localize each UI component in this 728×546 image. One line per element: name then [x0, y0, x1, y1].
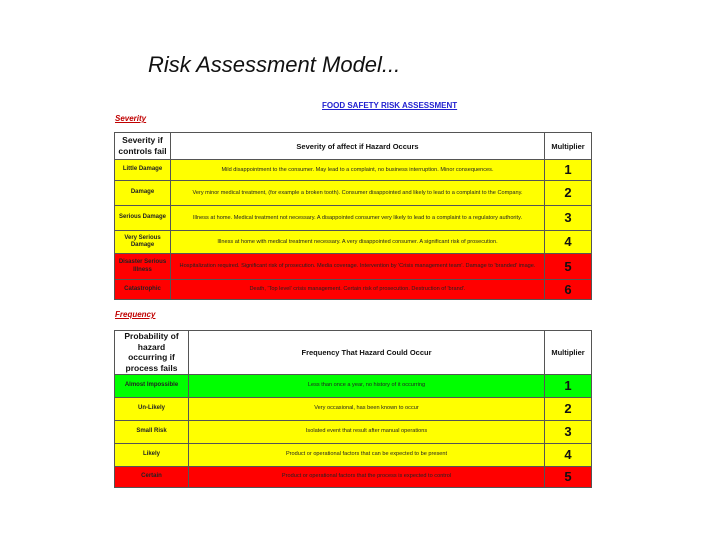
table-row [115, 254, 592, 280]
severity-table [114, 132, 592, 300]
frequency-category: Un-Likely [115, 397, 189, 420]
severity-multiplier: 5 [545, 254, 592, 280]
frequency-multiplier: 3 [545, 420, 592, 443]
severity-category: Very Serious Damage [115, 231, 171, 254]
frequency-header-row [115, 331, 592, 375]
severity-category: Little Damage [115, 160, 171, 181]
frequency-multiplier-header: Multiplier [545, 331, 592, 375]
severity-description: Illness at home with medical treatment necessary. A very disappointed consumer. A significant risk of prosecution. [171, 231, 545, 254]
table-row [115, 181, 592, 206]
frequency-multiplier: 4 [545, 443, 592, 466]
frequency-category: Small Risk [115, 420, 189, 443]
frequency-description: Product or operational factors that can be expected to be present [189, 443, 545, 466]
severity-category: Serious Damage [115, 206, 171, 231]
table-row [115, 397, 592, 420]
frequency-section-label: Frequency [115, 310, 156, 319]
frequency-multiplier: 1 [545, 374, 592, 397]
severity-description: Death, 'Top level' crisis management. Certain risk of prosecution. Destruction of 'brand'. [171, 280, 545, 300]
frequency-category: Certain [115, 466, 189, 487]
frequency-description-header: Frequency That Hazard Could Occur [189, 331, 545, 375]
severity-category: Catastrophic [115, 280, 171, 300]
severity-description: Hospitalization required. Significant risk of prosecution. Media coverage. Intervention by 'Crisis management team'. Damage to 'branded' image. [171, 254, 545, 280]
frequency-description: Product or operational factors that the process is expected to control [189, 466, 545, 487]
severity-description: Very minor medical treatment, (for example a broken tooth). Consumer disappointed and likely to lead to a complaint to the Company. [171, 181, 545, 206]
severity-category: Damage [115, 181, 171, 206]
severity-multiplier: 4 [545, 231, 592, 254]
table-row [115, 420, 592, 443]
severity-multiplier: 1 [545, 160, 592, 181]
frequency-category: Likely [115, 443, 189, 466]
frequency-description: Isolated event that result after manual operations [189, 420, 545, 443]
frequency-description: Very occasional, has been known to occur [189, 397, 545, 420]
frequency-multiplier: 2 [545, 397, 592, 420]
assessment-subtitle: FOOD SAFETY RISK ASSESSMENT [322, 101, 458, 110]
severity-description: Illness at home. Medical treatment not necessary. A disappointed consumer very likely to lead to a complaint to a regulatory authority. [171, 206, 545, 231]
table-row [115, 280, 592, 300]
severity-category: Disaster Serious Illness [115, 254, 171, 280]
severity-description: Mild disappointment to the consumer. May lead to a complaint, no business interruption. Minor consequences. [171, 160, 545, 181]
severity-category-header: Severity if controls fail [115, 133, 171, 160]
frequency-category: Almost Impossible [115, 374, 189, 397]
severity-multiplier: 3 [545, 206, 592, 231]
frequency-description: Less than once a year, no history of it occurring [189, 374, 545, 397]
frequency-category-header: Probability of hazard occurring if process fails [115, 331, 189, 375]
page-title: Risk Assessment Model... [148, 52, 401, 77]
severity-description-header: Severity of affect if Hazard Occurs [171, 133, 545, 160]
table-row [115, 374, 592, 397]
severity-section-label: Severity [115, 114, 147, 123]
frequency-multiplier: 5 [545, 466, 592, 487]
severity-multiplier-header: Multiplier [545, 133, 592, 160]
table-row [115, 206, 592, 231]
frequency-table [114, 330, 592, 488]
table-row [115, 466, 592, 487]
table-row [115, 443, 592, 466]
table-row [115, 231, 592, 254]
severity-header-row [115, 133, 592, 160]
severity-multiplier: 2 [545, 181, 592, 206]
severity-multiplier: 6 [545, 280, 592, 300]
table-row [115, 160, 592, 181]
